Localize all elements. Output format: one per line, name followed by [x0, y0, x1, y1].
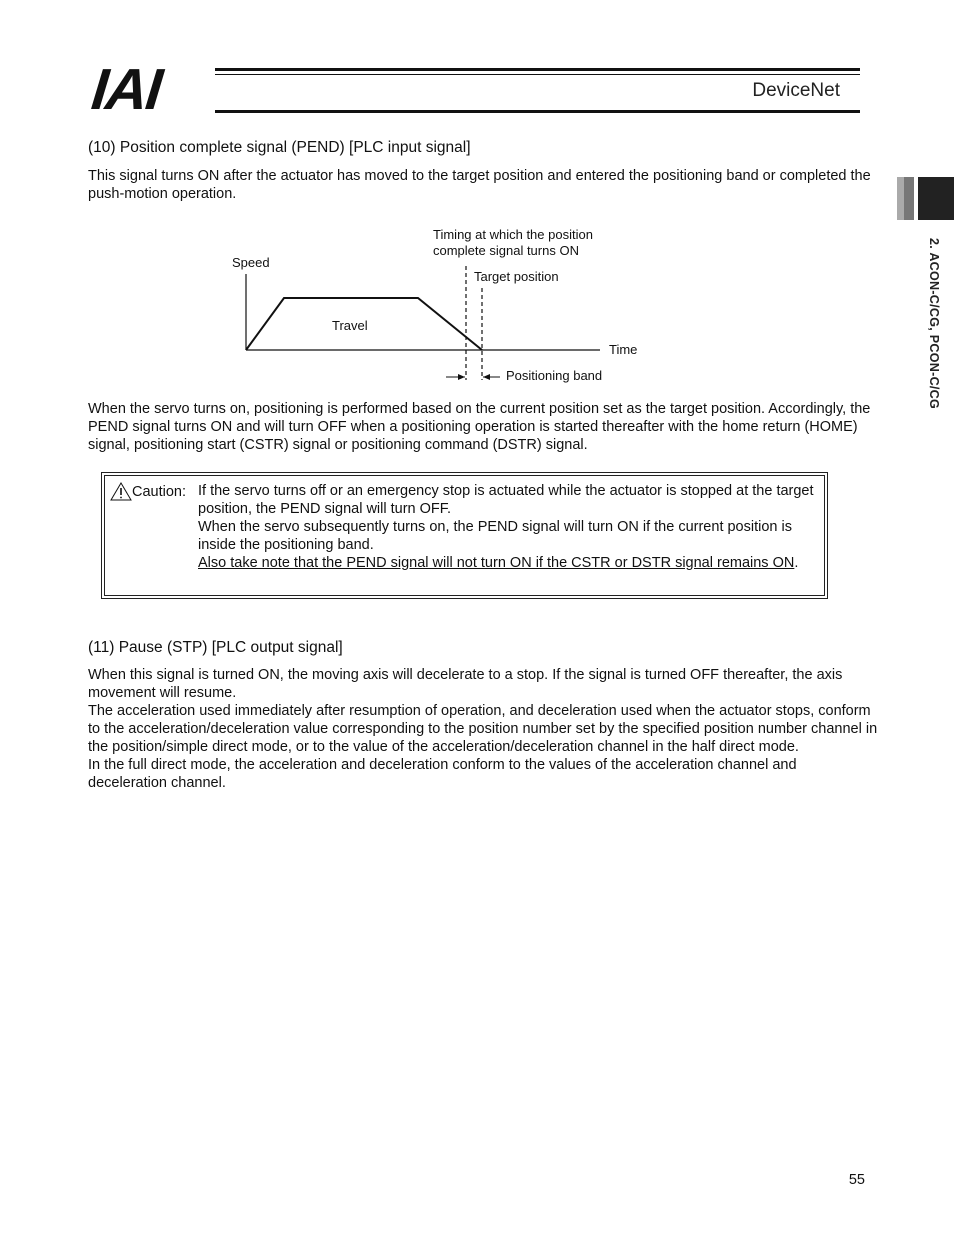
page-number: 55: [848, 1172, 865, 1188]
section-11-p2: The acceleration used immediately after resumption of operation, and deceleration used when the actuator stops, conform to the acceleration/deceleration value corresponding to the position number set by the specified position number channel in the position/simple direct mode, or to the value of the acceleration/deceleration channel in the half direct mode.: [88, 703, 878, 755]
pend-timing-diagram: [0, 0, 954, 400]
section-11-body: [88, 666, 878, 792]
label-timing-1: Timing at which the position: [433, 227, 593, 242]
section-11-title: (11) Pause (STP) [PLC output signal]: [88, 639, 343, 656]
label-travel: Travel: [332, 318, 368, 333]
caution-line-3: Also take note that the PEND signal will not turn ON if the CSTR or DSTR signal remains ON.: [198, 555, 799, 571]
label-target-position: Target position: [474, 269, 559, 284]
section-10-intro: This signal turns ON after the actuator has moved to the target position and entered the positioning band or completed the push-motion operation.: [88, 168, 871, 202]
caution-label: Caution:: [132, 483, 187, 500]
section-10-title: (10) Position complete signal (PEND) [PLC input signal]: [88, 139, 471, 156]
caution-line-1: If the servo turns off or an emergency stop is actuated while the actuator is stopped at the target position, the PEND signal will turn OFF.: [198, 483, 814, 517]
iai-logo: IAI: [88, 57, 164, 122]
side-tab-label: 2. ACON-C/CG, PCON-C/CG: [927, 238, 941, 410]
section-10-body: When the servo turns on, positioning is performed based on the current position set as the target position. Accordingly, the PEND signal turns ON and will turn OFF when a positioning operation is started thereafter with the home return (HOME) signal, positioning start (CSTR) signal or positioning command (DSTR) signal.: [88, 401, 871, 453]
section-11-p3: In the full direct mode, the acceleration and deceleration conform to the values of the acceleration channel and deceleration channel.: [88, 757, 797, 791]
caution-text: [198, 482, 823, 572]
caution-label-group: [110, 482, 186, 501]
header-title: DeviceNet: [752, 80, 840, 101]
caution-line-2: When the servo subsequently turns on, the PEND signal will turn ON if the current position is inside the positioning band.: [198, 519, 792, 553]
label-timing-2: complete signal turns ON: [433, 243, 579, 258]
label-time: Time: [609, 342, 638, 357]
label-positioning-band: Positioning band: [506, 368, 603, 383]
label-speed: Speed: [232, 255, 270, 270]
section-11-p1: When this signal is turned ON, the moving axis will decelerate to a stop. If the signal is turned OFF thereafter, the axis movement will resume.: [88, 667, 843, 701]
warning-icon: [110, 482, 132, 501]
